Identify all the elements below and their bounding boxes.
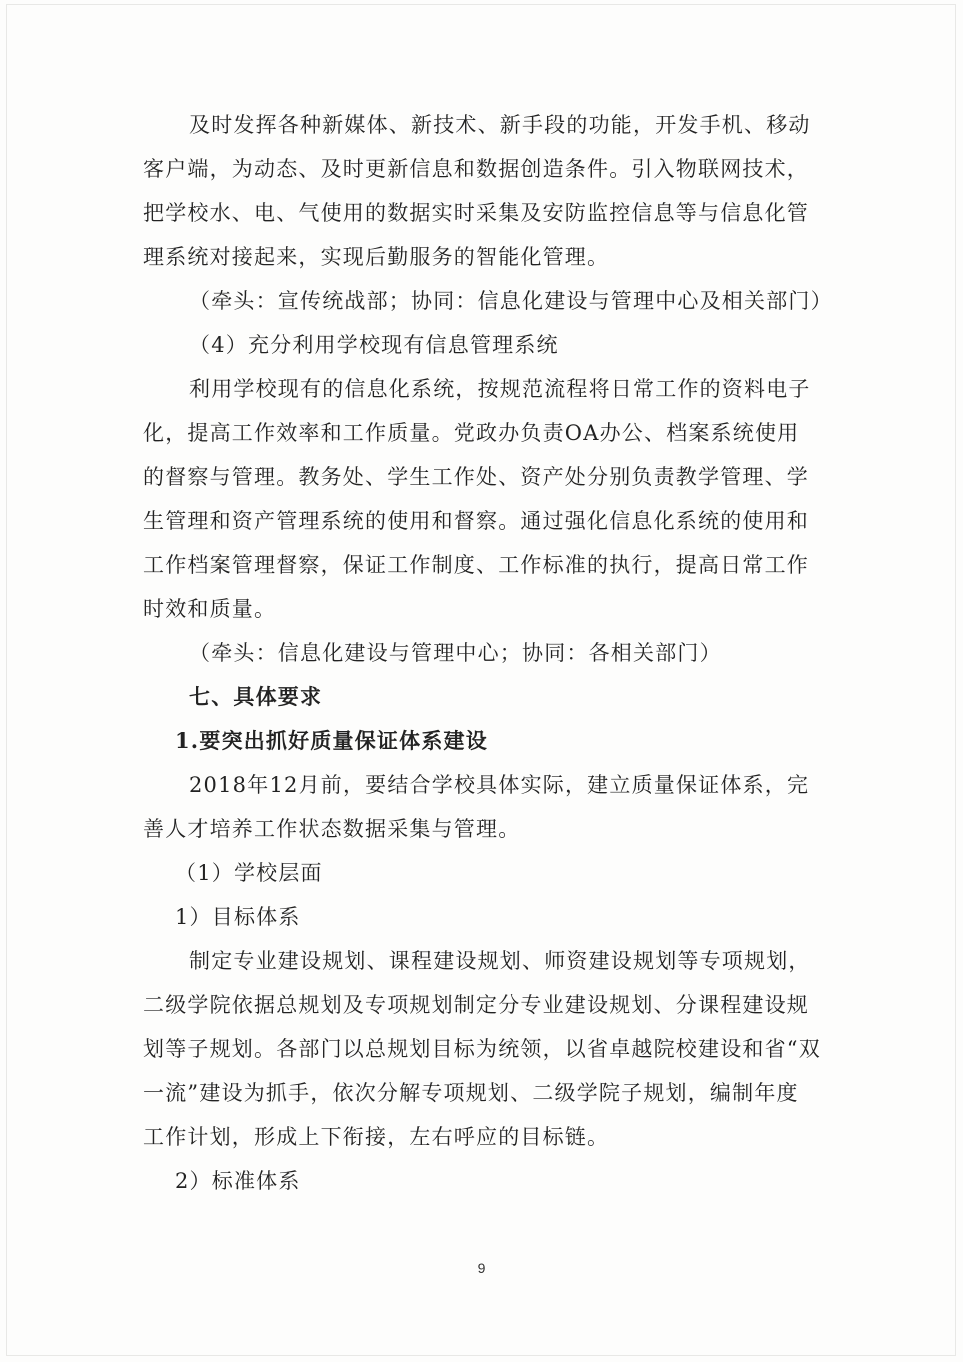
page-number: 9 — [477, 1260, 486, 1276]
paragraph-line: 工作档案管理督察，保证工作制度、工作标准的执行，提高日常工作 — [143, 553, 809, 577]
responsibility-note: （牵头：信息化建设与管理中心；协同：各相关部门） — [189, 641, 722, 665]
paragraph-line: 一流”建设为抓手，依次分解专项规划、二级学院子规划，编制年度 — [143, 1081, 799, 1105]
paragraph-line: 理系统对接起来，实现后勤服务的智能化管理。 — [143, 245, 610, 269]
section-heading: 七、具体要求 — [189, 684, 323, 709]
responsibility-note: （牵头：宣传统战部；协同：信息化建设与管理中心及相关部门） — [189, 289, 833, 313]
numbered-heading: 1.要突出抓好质量保证体系建设 — [175, 728, 488, 753]
paragraph-line: 工作计划，形成上下衔接，左右呼应的目标链。 — [143, 1125, 610, 1149]
subsection-heading: 2）标准体系 — [175, 1169, 301, 1193]
paragraph-line: 化，提高工作效率和工作质量。党政办负责OA办公、档案系统使用 — [143, 421, 800, 445]
paragraph-line: 划等子规划。各部门以总规划目标为统领，以省卓越院校建设和省“双 — [143, 1037, 821, 1061]
paragraph-line: 客户端，为动态、及时更新信息和数据创造条件。引入物联网技术， — [143, 157, 809, 181]
paragraph-line: 把学校水、电、气使用的数据实时采集及安防监控信息等与信息化管 — [143, 201, 809, 225]
paragraph-line: 时效和质量。 — [143, 597, 277, 621]
paragraph-line: 利用学校现有的信息化系统，按规范流程将日常工作的资料电子 — [189, 377, 811, 401]
paragraph-line: 及时发挥各种新媒体、新技术、新手段的功能，开发手机、移动 — [189, 113, 811, 137]
paragraph-line: 生管理和资产管理系统的使用和督察。通过强化信息化系统的使用和 — [143, 509, 809, 533]
subsection-heading: （1）学校层面 — [175, 861, 323, 885]
paragraph-line: 制定专业建设规划、课程建设规划、师资建设规划等专项规划， — [189, 949, 811, 973]
subsection-heading: （4）充分利用学校现有信息管理系统 — [189, 333, 559, 357]
paragraph-line: 的督察与管理。教务处、学生工作处、资产处分别负责教学管理、学 — [143, 465, 809, 489]
paragraph-line: 二级学院依据总规划及专项规划制定分专业建设规划、分课程建设规 — [143, 993, 809, 1017]
subsection-heading: 1）目标体系 — [175, 905, 301, 929]
paragraph-line: 善人才培养工作状态数据采集与管理。 — [143, 817, 521, 841]
paragraph-line: 2018年12月前，要结合学校具体实际，建立质量保证体系，完 — [189, 773, 810, 797]
